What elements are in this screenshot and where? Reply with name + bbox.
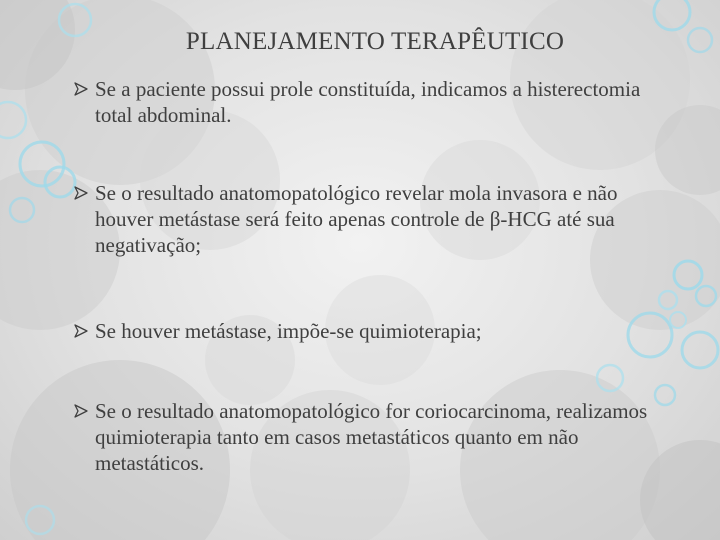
- bullet-text: Se o resultado anatomopatológico for coriocarcinoma, realizamos quimioterapia tanto em casos metastáticos quanto em não metastáticos.: [95, 399, 648, 475]
- arrow-bullet-icon: [74, 324, 88, 338]
- bullet-text: Se houver metástase, impõe-se quimioterapia;: [95, 319, 482, 343]
- arrow-bullet-icon: [74, 186, 88, 200]
- bullet-item: [74, 76, 674, 128]
- bullet-text: Se a paciente possui prole constituída, indicamos a histerectomia total abdominal.: [95, 77, 641, 127]
- slide-title: PLANEJAMENTO TERAPÊUTICO: [185, 28, 565, 55]
- arrow-bullet-icon: [74, 404, 88, 418]
- bullet-item: [74, 180, 674, 258]
- bullet-item: [74, 398, 674, 476]
- bullet-text: Se o resultado anatomopatológico revelar mola invasora e não houver metástase será feito apenas controle de β-HCG até sua negativação;: [95, 181, 618, 257]
- bullet-item: [74, 318, 674, 344]
- arrow-bullet-icon: [74, 82, 88, 96]
